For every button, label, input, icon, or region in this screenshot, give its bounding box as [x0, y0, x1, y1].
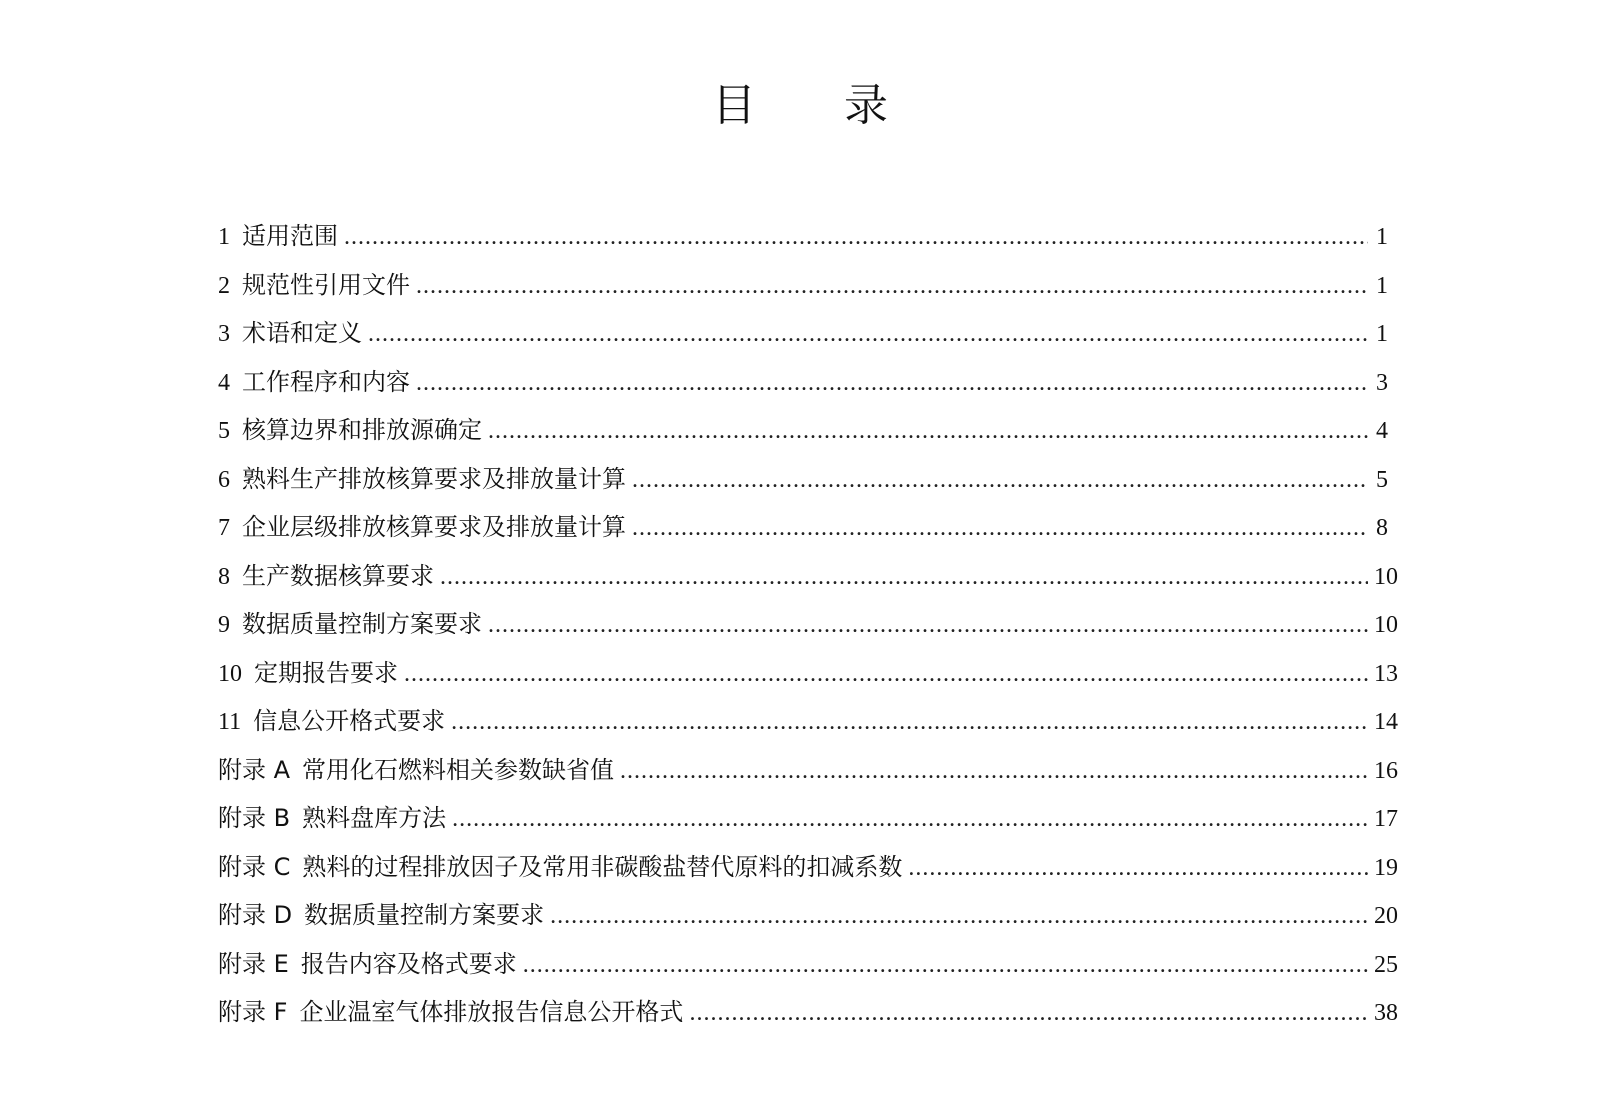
toc-entry[interactable] — [218, 265, 1388, 314]
toc-entry-title: 企业层级排放核算要求及排放量计算 — [242, 513, 626, 541]
toc-entry[interactable] — [218, 556, 1398, 605]
toc-leader-dots — [908, 848, 1368, 888]
toc-entry[interactable] — [218, 653, 1398, 702]
toc-entry-page: 5 — [1376, 466, 1388, 493]
toc-leader-dots — [488, 411, 1368, 451]
toc-entry-number: 10 — [218, 660, 242, 687]
toc-entry-page: 3 — [1376, 369, 1388, 396]
toc-leader-dots — [440, 557, 1368, 597]
toc-entry-title: 报告内容及格式要求 — [300, 949, 517, 978]
toc-entry-page: 17 — [1374, 806, 1398, 832]
toc-entry[interactable] — [218, 362, 1388, 411]
page-title — [0, 78, 1600, 134]
toc-entry-title: 信息公开格式要求 — [253, 707, 446, 735]
toc-entry-number: 1 — [218, 224, 230, 250]
toc-entry-page: 1 — [1376, 321, 1388, 347]
toc-appendix-number: 附录 E — [218, 949, 289, 978]
toc-entry-page: 14 — [1374, 709, 1398, 735]
toc-appendix-entry[interactable] — [218, 847, 1398, 896]
title-char-1: 目 — [712, 80, 756, 131]
toc-entry-number: 3 — [218, 321, 230, 347]
title-char-2: 录 — [844, 80, 888, 131]
toc-entry[interactable] — [218, 313, 1388, 362]
toc-leader-dots — [344, 217, 1368, 257]
toc-leader-dots — [416, 363, 1368, 403]
toc-entry-page: 38 — [1374, 1000, 1398, 1026]
toc-entry-number: 7 — [218, 515, 230, 541]
toc-entry-page: 19 — [1374, 854, 1398, 881]
toc-entry-number: 5 — [218, 418, 230, 444]
toc-entry-page: 1 — [1376, 224, 1388, 250]
toc-appendix-number: 附录 A — [218, 755, 291, 784]
toc-appendix-entry[interactable] — [218, 992, 1398, 1041]
toc-entry-page: 4 — [1376, 418, 1388, 444]
toc-entry-page: 1 — [1376, 272, 1388, 299]
toc-entry-number: 2 — [218, 272, 230, 299]
toc-leader-dots — [620, 751, 1368, 791]
toc-appendix-entry[interactable] — [218, 944, 1398, 993]
toc-appendix-entry[interactable] — [218, 895, 1398, 944]
toc-entry-page: 25 — [1374, 951, 1398, 978]
toc-entry-number: 4 — [218, 369, 230, 396]
toc-entry-title: 熟料盘库方法 — [302, 804, 447, 832]
toc-appendix-entry[interactable] — [218, 798, 1398, 847]
toc-leader-dots — [452, 799, 1368, 839]
toc-entry[interactable] — [218, 410, 1388, 459]
toc-leader-dots — [689, 993, 1368, 1033]
toc-entry-title: 数据质量控制方案要求 — [242, 610, 482, 638]
toc-appendix-number: 附录 C — [218, 852, 291, 881]
toc-entry-number: 11 — [218, 709, 242, 735]
toc-entry-title: 企业温室气体排放报告信息公开格式 — [299, 998, 684, 1026]
toc-entry-title: 常用化石燃料相关参数缺省值 — [302, 755, 615, 784]
toc-entry[interactable] — [218, 216, 1388, 265]
toc-entry-title: 熟料生产排放核算要求及排放量计算 — [242, 464, 626, 493]
toc-leader-dots — [404, 654, 1368, 694]
table-of-contents — [218, 216, 1398, 1041]
toc-entry-page: 10 — [1374, 612, 1398, 638]
toc-leader-dots — [550, 896, 1368, 936]
toc-appendix-number: 附录 D — [218, 901, 293, 929]
toc-entry[interactable] — [218, 604, 1398, 653]
toc-entry-title: 定期报告要求 — [254, 658, 398, 687]
toc-entry[interactable] — [218, 459, 1388, 508]
toc-appendix-number: 附录 B — [218, 804, 291, 832]
toc-leader-dots — [523, 945, 1368, 985]
toc-leader-dots — [632, 460, 1368, 500]
toc-entry-page: 13 — [1374, 660, 1398, 687]
toc-leader-dots — [488, 605, 1368, 645]
toc-entry-title: 工作程序和内容 — [242, 367, 410, 396]
toc-entry-title: 数据质量控制方案要求 — [304, 901, 545, 929]
toc-leader-dots — [632, 508, 1368, 548]
toc-entry-number: 8 — [218, 563, 230, 590]
toc-entry-title: 生产数据核算要求 — [242, 561, 434, 590]
toc-entry-page: 20 — [1374, 903, 1398, 929]
toc-appendix-number: 附录 F — [218, 998, 288, 1026]
toc-entry-title: 核算边界和排放源确定 — [242, 416, 482, 444]
toc-entry-number: 9 — [218, 612, 230, 638]
toc-entry[interactable] — [218, 701, 1398, 750]
toc-entry-page: 8 — [1376, 515, 1388, 541]
toc-entry-number: 6 — [218, 466, 230, 493]
toc-entry-page: 10 — [1374, 563, 1398, 590]
toc-leader-dots — [451, 702, 1368, 742]
toc-entry-title: 熟料的过程排放因子及常用非碳酸盐替代原料的扣减系数 — [302, 852, 903, 881]
toc-entry[interactable] — [218, 507, 1388, 556]
toc-entry-title: 适用范围 — [242, 222, 338, 250]
toc-appendix-entry[interactable] — [218, 750, 1398, 799]
toc-leader-dots — [416, 266, 1368, 306]
toc-entry-title: 规范性引用文件 — [242, 270, 410, 299]
toc-entry-title: 术语和定义 — [242, 319, 362, 347]
toc-leader-dots — [368, 314, 1368, 354]
toc-entry-page: 16 — [1374, 757, 1398, 784]
